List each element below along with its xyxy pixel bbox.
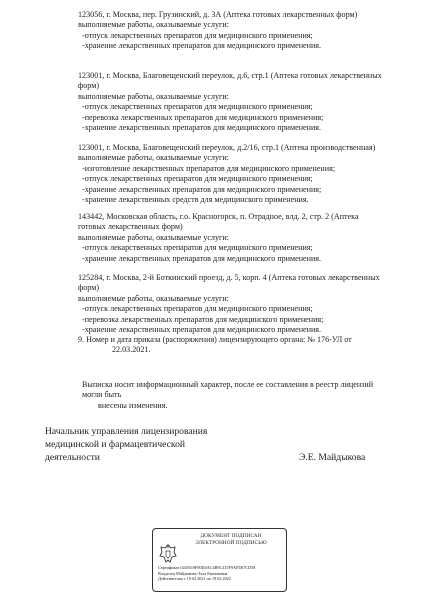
service-item: -хранение лекарственных препаратов для медицинского применения; [82, 184, 322, 194]
stamp-title [181, 533, 281, 546]
works-label: выполняемые работы, оказываемые услуги: [78, 91, 229, 101]
service-item: -перевозка лекарственных препаратов для медицинского применения; [82, 314, 324, 324]
pharmacy-address-block [78, 273, 378, 335]
order-line-1: 9. Номер и дата приказа (распоряжения) лицензирующего органа: № 176-УЛ от [78, 335, 352, 344]
address-line: 125284, г. Москва, 2-й Боткинский проезд, д. 5, корп. 4 (Аптека готовых лекарственных [78, 273, 380, 282]
service-item: -хранение лекарственных препаратов для медицинского применения. [82, 325, 322, 335]
stamp-certificate: Сертификат 0240319F00D4AC4B9C415F9AF5B7CD58 [158, 565, 256, 570]
address-line: 123001, г. Москва, Благовещенский переулок, д.2/16, стр.1 (Аптека производственная) [78, 143, 376, 152]
address-line: 123056, г. Москва, пер. Грузинский, д. 3А (Аптека готовых лекарственных форм) [78, 10, 358, 19]
service-item: -изготовление лекарственных препаратов для медицинского применения; [82, 163, 336, 173]
service-item: -хранение лекарственных препаратов для медицинского применения. [82, 253, 322, 263]
service-item: -перевозка лекарственных препаратов для медицинского применения; [82, 112, 324, 122]
signer-title-line: Начальник управления лицензирования [45, 426, 208, 437]
address-line: готовых лекарственных форм) [78, 222, 183, 232]
note-line-2: внесены изменения. [98, 400, 168, 410]
signer-name: Э.Е. Майдыкова [299, 452, 366, 463]
pharmacy-address-block [78, 71, 382, 133]
works-label: выполняемые работы, оказываемые услуги: [78, 293, 229, 303]
service-item: -хранение лекарственных препаратов для медицинского применения. [82, 123, 322, 133]
service-item: -отпуск лекарственных препаратов для медицинского применения; [82, 174, 313, 184]
pharmacy-address-block [78, 212, 378, 264]
service-item: -отпуск лекарственных препаратов для медицинского применения; [82, 304, 313, 314]
address-line: 143442, Московская область, г.о. Красногорск, п. Отрадное, влд. 2, стр. 2 (Аптека [78, 212, 359, 221]
coat-of-arms-icon [158, 543, 178, 565]
order-number-paragraph [78, 335, 378, 356]
works-label: выполняемые работы, оказываемые услуги: [78, 232, 229, 242]
disclaimer-note [82, 380, 382, 411]
address-line: 123001, г. Москва, Благовещенский переулок, д.6, стр.1 (Аптека готовых лекарственных [78, 71, 382, 80]
signer-title-line: деятельности [45, 452, 100, 463]
stamp-details [158, 565, 286, 582]
works-label: выполняемые работы, оказываемые услуги: [78, 20, 229, 30]
service-item: -отпуск лекарственных препаратов для медицинского применения; [82, 243, 313, 253]
electronic-signature-stamp [152, 528, 287, 592]
service-item: -отпуск лекарственных препаратов для медицинского применения; [82, 30, 313, 40]
service-item: -хранение лекарственных средств для медицинского применения. [82, 195, 309, 205]
service-item: -хранение лекарственных препаратов для медицинского применения. [82, 41, 322, 51]
stamp-title-line-2: ЭЛЕКТРОННОЙ ПОДПИСЬЮ [195, 539, 267, 546]
service-item: -отпуск лекарственных препаратов для медицинского применения; [82, 102, 313, 112]
pharmacy-address-block [78, 10, 378, 52]
stamp-title-line-1: ДОКУМЕНТ ПОДПИСАН [200, 533, 262, 539]
signer-title-line: медицинской и фармацевтической [45, 439, 185, 450]
pharmacy-address-block [78, 143, 378, 205]
address-line: форм) [78, 81, 100, 91]
works-label: выполняемые работы, оказываемые услуги: [78, 153, 229, 163]
stamp-validity: Действителен с 19.02.2021 по 19.02.2022 [158, 576, 231, 582]
order-line-2: 22.03.2021. [112, 345, 151, 355]
stamp-owner: Владелец Майдыкова Элла Евгеньевна [158, 570, 228, 576]
note-line-1: Выписка носит информационный характер, после ее составления в реестр лицензий могли быть [82, 380, 374, 400]
address-line: форм) [78, 283, 100, 293]
